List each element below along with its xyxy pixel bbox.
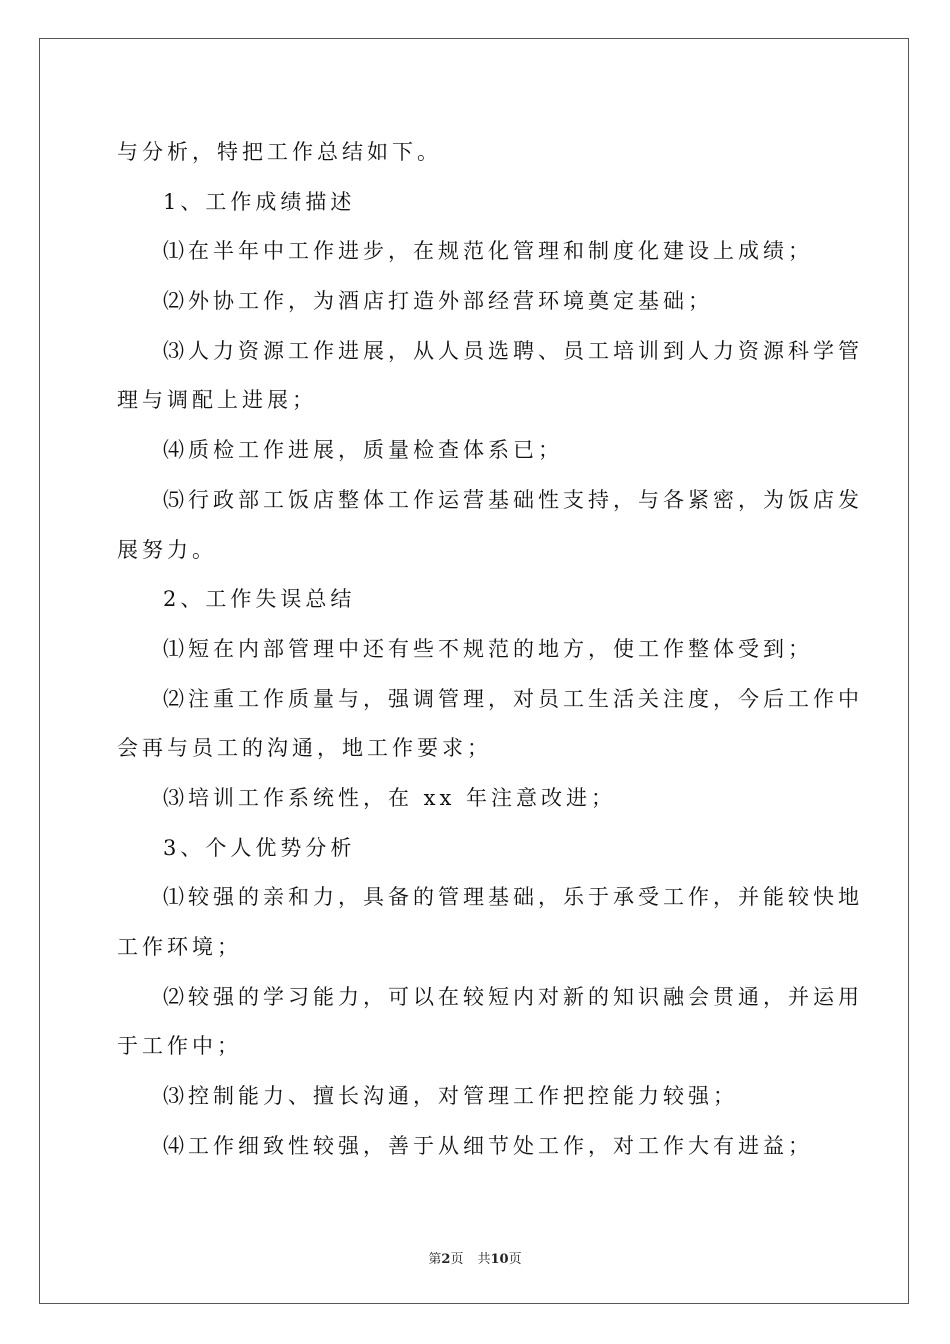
footer-total-pages: 10 bbox=[490, 1252, 509, 1267]
text-line: ⑸行政部工饭店整体工作运营基础性支持，与各紧密，为饭店发 bbox=[163, 487, 863, 512]
footer-page-number: 2 bbox=[441, 1252, 451, 1267]
text-line: 工作环境； bbox=[117, 935, 242, 959]
document-body bbox=[117, 128, 863, 1171]
text-line: ⑵较强的学习能力，可以在较短内对新的知识融会贯通，并运用 bbox=[163, 984, 863, 1009]
text-line: 理与调配上进展； bbox=[117, 388, 317, 413]
text-line: 2、工作失误总结 bbox=[163, 587, 356, 612]
text-line: ⑴较强的亲和力，具备的管理基础，乐于承受工作，并能较快地 bbox=[163, 885, 863, 910]
text-line: ⑶控制能力、擅长沟通，对管理工作把控能力较强； bbox=[163, 1084, 738, 1109]
text-line: ⑵注重工作质量与，强调管理，对员工生活关注度，今后工作中 bbox=[163, 686, 863, 711]
footer-page-prefix: 第 bbox=[428, 1252, 442, 1267]
text-line: 会再与员工的沟通，地工作要求； bbox=[117, 736, 492, 761]
text-line: ⑶培训工作系统性，在 xx 年注意改进； bbox=[163, 785, 617, 810]
text-line: 展努力。 bbox=[117, 537, 217, 562]
text-line: ⑴在半年中工作进步，在规范化管理和制度化建设上成绩； bbox=[163, 239, 813, 264]
footer-page-suffix: 页 bbox=[450, 1252, 464, 1267]
text-line: ⑴短在内部管理中还有些不规范的地方，使工作整体受到； bbox=[163, 636, 813, 661]
page-footer bbox=[0, 1248, 950, 1267]
text-line: 1、工作成绩描述 bbox=[163, 189, 356, 214]
text-line: 与分析，特把工作总结如下。 bbox=[117, 140, 442, 164]
footer-total-suffix: 页 bbox=[508, 1252, 522, 1267]
text-line: 于工作中； bbox=[117, 1034, 242, 1059]
text-line: ⑶人力资源工作进展，从人员选聘、员工培训到人力资源科学管 bbox=[163, 338, 863, 363]
text-line: ⑷质检工作进展，质量检查体系已； bbox=[163, 438, 563, 463]
text-line: ⑷工作细致性较强，善于从细节处工作，对工作大有进益； bbox=[163, 1133, 813, 1158]
text-line: ⑵外协工作，为酒店打造外部经营环境奠定基础； bbox=[163, 289, 713, 314]
text-line: 3、个人优势分析 bbox=[163, 835, 356, 860]
footer-total-prefix: 共 bbox=[477, 1252, 491, 1267]
